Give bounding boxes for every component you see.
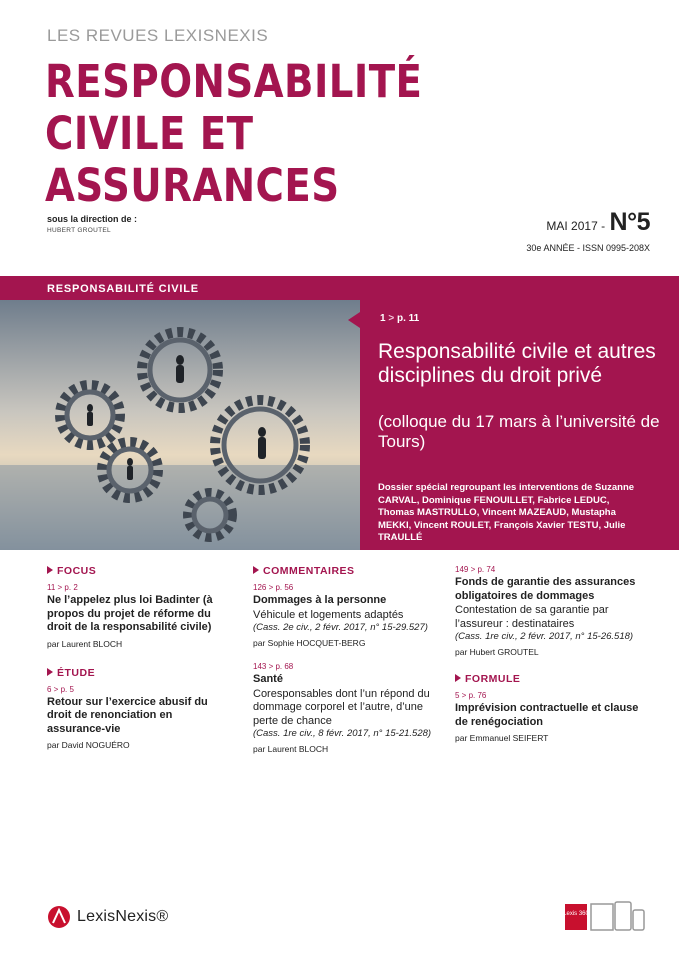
article-body: Coresponsables dont l’un répond du dommage corporel et l’autre, d’une perte de chance	[253, 687, 430, 727]
article-author: par David NOGUÉRO	[47, 740, 130, 750]
article-ref: 149 > p. 74	[455, 565, 496, 574]
article-author: par Laurent BLOCH	[253, 744, 329, 754]
issue-info	[510, 208, 650, 237]
feature-title: Responsabilité civile et autres disciplines du droit privé	[378, 340, 656, 387]
category-focus: FOCUS	[47, 565, 227, 577]
article-ref: 11 > p. 2	[47, 583, 78, 592]
article-author: par Hubert GROUTEL	[455, 647, 539, 657]
article-title: Santé	[253, 673, 283, 685]
feature-ref-page: p. 11	[396, 313, 420, 324]
title-line: CIVILE ET	[45, 107, 254, 160]
series-name: LES REVUES LEXISNEXIS	[47, 26, 269, 45]
issue-number: N°5	[609, 208, 650, 236]
article-title: Dommages à la personne	[253, 594, 387, 606]
article-citation: (Cass. 1re civ., 2 févr. 2017, n° 15-26.518)	[455, 631, 634, 642]
publisher-name: LexisNexis®	[77, 908, 169, 925]
category-commentaires: COMMENTAIRES	[253, 565, 443, 577]
column-middle	[253, 565, 443, 754]
triangle-icon	[253, 566, 259, 574]
title-line: ASSURANCES	[45, 159, 340, 212]
section-label: RESPONSABILITÉ CIVILE	[0, 278, 360, 300]
ref-arrow: >	[388, 313, 395, 324]
article-citation: (Cass. 1re civ., 8 févr. 2017, n° 15-21.528)	[253, 728, 432, 739]
article-author: par Emmanuel SEIFERT	[455, 733, 549, 743]
title-line: RESPONSABILITÉ	[45, 55, 423, 108]
article-body: Véhicule et logements adaptés	[253, 608, 404, 621]
article-title: Retour sur l’exercice abusif du droit de renonciation en assurance-vie	[47, 695, 208, 735]
journal-title	[45, 56, 423, 212]
panel-notch	[348, 312, 360, 328]
devices-icon	[565, 900, 645, 937]
article-author: par Laurent BLOCH	[47, 638, 123, 649]
feature-subtitle: (colloque du 17 mars à l’université de Tours)	[378, 412, 660, 451]
article-title: Imprévision contractuelle et clause de renégociation	[455, 702, 639, 728]
column-right	[455, 559, 645, 743]
lexisnexis-icon	[47, 905, 71, 929]
gears-image	[0, 300, 360, 550]
article-ref: 6 > p. 5	[47, 684, 74, 694]
article-ref: 5 > p. 76	[455, 691, 487, 700]
issn: 30e ANNÉE - ISSN 0995-208X	[526, 243, 650, 253]
issue-date: MAI 2017 -	[546, 219, 606, 233]
triangle-icon	[47, 668, 53, 676]
article-author: par Sophie HOCQUET-BERG	[253, 638, 366, 648]
category-etude: ÉTUDE	[47, 667, 227, 679]
triangle-icon	[47, 566, 53, 574]
article-title: Fonds de garantie des assurances obligatoires de dommages	[455, 576, 636, 602]
article-ref: 126 > p. 56	[253, 583, 294, 592]
svg-text:Lexis 360: Lexis 360	[565, 911, 589, 917]
cover-photo	[0, 300, 360, 550]
article-citation: (Cass. 2e civ., 2 févr. 2017, n° 15-29.527)	[253, 622, 428, 633]
column-left	[47, 565, 227, 750]
director-name: HUBERT GROUTEL	[47, 227, 111, 234]
feature-description: Dossier spécial regroupant les interventions de Suzanne CARVAL, Dominique FENOUILLET, Fabrice LEDUC, Thomas MASTRULLO, Vincent MAZEAUD, Mustapha MEKKI, Vincent ROULET, François Xavier TESTU, Julie TRAULLÉ	[378, 482, 635, 543]
category-formule: FORMULE	[455, 673, 645, 685]
direction-label: sous la direction de :	[47, 214, 138, 224]
feature-ref-num: 1	[380, 313, 386, 324]
publisher-logo	[47, 905, 168, 929]
feature-ref	[380, 313, 419, 324]
triangle-icon	[455, 674, 461, 682]
article-ref: 143 > p. 68	[253, 662, 294, 671]
article-title: Ne l’appelez plus loi Badinter (à propos du projet de réforme du droit de la responsabilité civile)	[47, 594, 213, 633]
article-body: Contestation de sa garantie par l’assureur : destinataires	[455, 604, 609, 630]
